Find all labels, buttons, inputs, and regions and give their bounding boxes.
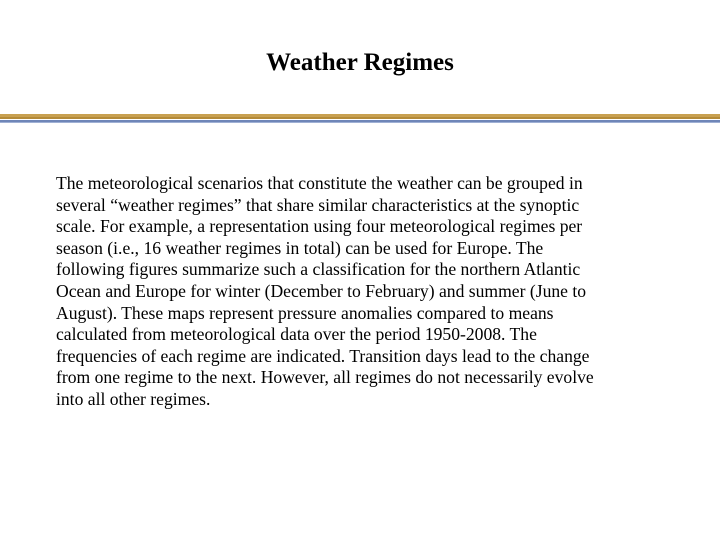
body-line: season (i.e., 16 weather regimes in total) can be used for Europe. The	[56, 237, 544, 258]
body-line: frequencies of each regime are indicated. Transition days lead to the change	[56, 345, 590, 366]
body-line: from one regime to the next. However, all regimes do not necessarily evolve	[56, 367, 594, 388]
title-divider	[0, 114, 720, 126]
body-paragraph	[56, 173, 670, 411]
body-line: scale. For example, a representation using four meteorological regimes per	[56, 216, 583, 237]
body-line: into all other regimes.	[56, 388, 211, 409]
body-line: Ocean and Europe for winter (December to February) and summer (June to	[56, 280, 587, 301]
body-line: several “weather regimes” that share similar characteristics at the synoptic	[56, 194, 580, 215]
body-line: August). These maps represent pressure anomalies compared to means	[56, 302, 554, 323]
body-line: following figures summarize such a classification for the northern Atlantic	[56, 259, 581, 280]
divider-gold-line-dark	[0, 117, 720, 119]
body-line: The meteorological scenarios that constitute the weather can be grouped in	[56, 173, 583, 193]
body-line: calculated from meteorological data over the period 1950-2008. The	[56, 324, 537, 345]
divider-blue-line-light	[0, 122, 720, 123]
slide-title: Weather Regimes	[266, 49, 454, 76]
